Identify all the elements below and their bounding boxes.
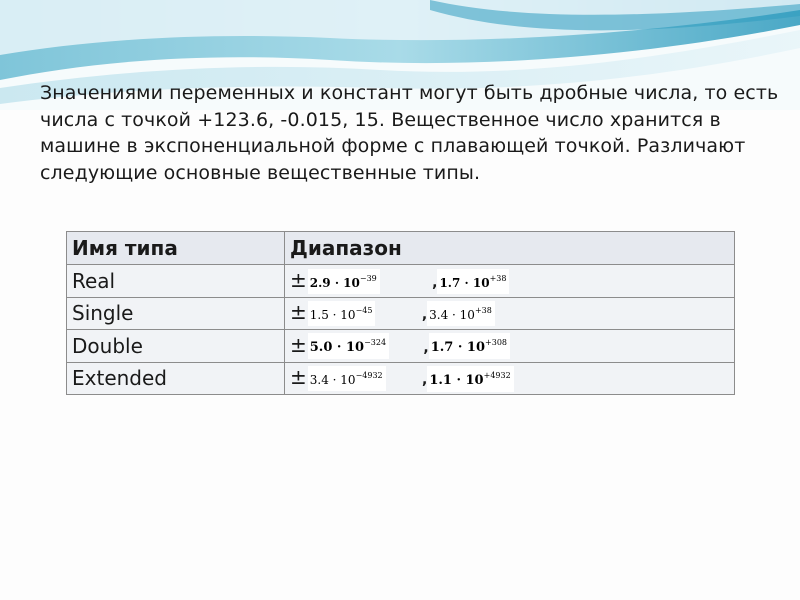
max-exponent: +38 bbox=[489, 273, 507, 283]
range-separator: , bbox=[432, 274, 438, 291]
min-exponent: −45 bbox=[355, 306, 373, 316]
max-value-formula bbox=[427, 301, 495, 326]
table-row bbox=[67, 265, 735, 298]
type-name-cell: Extended bbox=[67, 362, 285, 395]
plus-minus-sign: ± bbox=[290, 267, 307, 292]
min-mantissa: 2.9 · 10 bbox=[309, 275, 360, 290]
range-separator: , bbox=[421, 307, 428, 324]
plus-minus-sign: ± bbox=[290, 300, 307, 325]
range-cell bbox=[285, 265, 735, 298]
min-value-formula bbox=[308, 269, 380, 294]
range-cell bbox=[285, 297, 735, 330]
min-mantissa: 5.0 · 10 bbox=[309, 340, 365, 355]
table-row bbox=[67, 297, 735, 330]
real-types-table bbox=[66, 231, 735, 395]
header-range: Диапазон bbox=[285, 232, 735, 265]
max-value-formula bbox=[427, 366, 513, 392]
range-cell bbox=[285, 330, 735, 363]
table-header-row bbox=[67, 232, 735, 265]
plus-minus-sign: ± bbox=[290, 365, 307, 389]
range-cell bbox=[285, 362, 735, 395]
table-row bbox=[67, 330, 735, 363]
max-value-formula bbox=[429, 333, 510, 359]
type-name-cell: Single bbox=[67, 297, 285, 330]
max-exponent: +38 bbox=[474, 306, 492, 316]
plus-minus-sign: ± bbox=[290, 332, 307, 357]
max-mantissa: 1.1 · 10 bbox=[429, 372, 484, 388]
min-mantissa: 1.5 · 10 bbox=[309, 308, 356, 323]
intro-paragraph: Значениями переменных и констант могут быть дробные числа, то есть числа с точкой +123.6, -0.015, 15. Вещественное число хранится в машине в экспоненциальной форме с плавающей точкой. Различают следующие основные вещественные типы. bbox=[40, 82, 779, 184]
min-exponent: −324 bbox=[364, 338, 387, 347]
min-exponent: −39 bbox=[359, 273, 377, 283]
range-separator: , bbox=[423, 339, 429, 356]
max-value-formula bbox=[437, 269, 509, 294]
min-mantissa: 3.4 · 10 bbox=[309, 373, 356, 387]
table-row bbox=[67, 362, 735, 395]
type-name-cell: Real bbox=[67, 265, 285, 298]
type-name-cell: Double bbox=[67, 330, 285, 363]
max-mantissa: 1.7 · 10 bbox=[430, 340, 486, 355]
min-value-formula bbox=[308, 301, 376, 326]
max-mantissa: 1.7 · 10 bbox=[439, 275, 490, 290]
min-value-formula bbox=[308, 333, 389, 359]
min-value-formula bbox=[308, 366, 386, 391]
min-exponent: −4932 bbox=[355, 371, 383, 380]
max-exponent: +4932 bbox=[483, 370, 511, 380]
range-separator: , bbox=[421, 372, 428, 388]
max-exponent: +308 bbox=[485, 338, 508, 347]
header-type-name: Имя типа bbox=[67, 232, 285, 265]
max-mantissa: 3.4 · 10 bbox=[429, 308, 475, 323]
